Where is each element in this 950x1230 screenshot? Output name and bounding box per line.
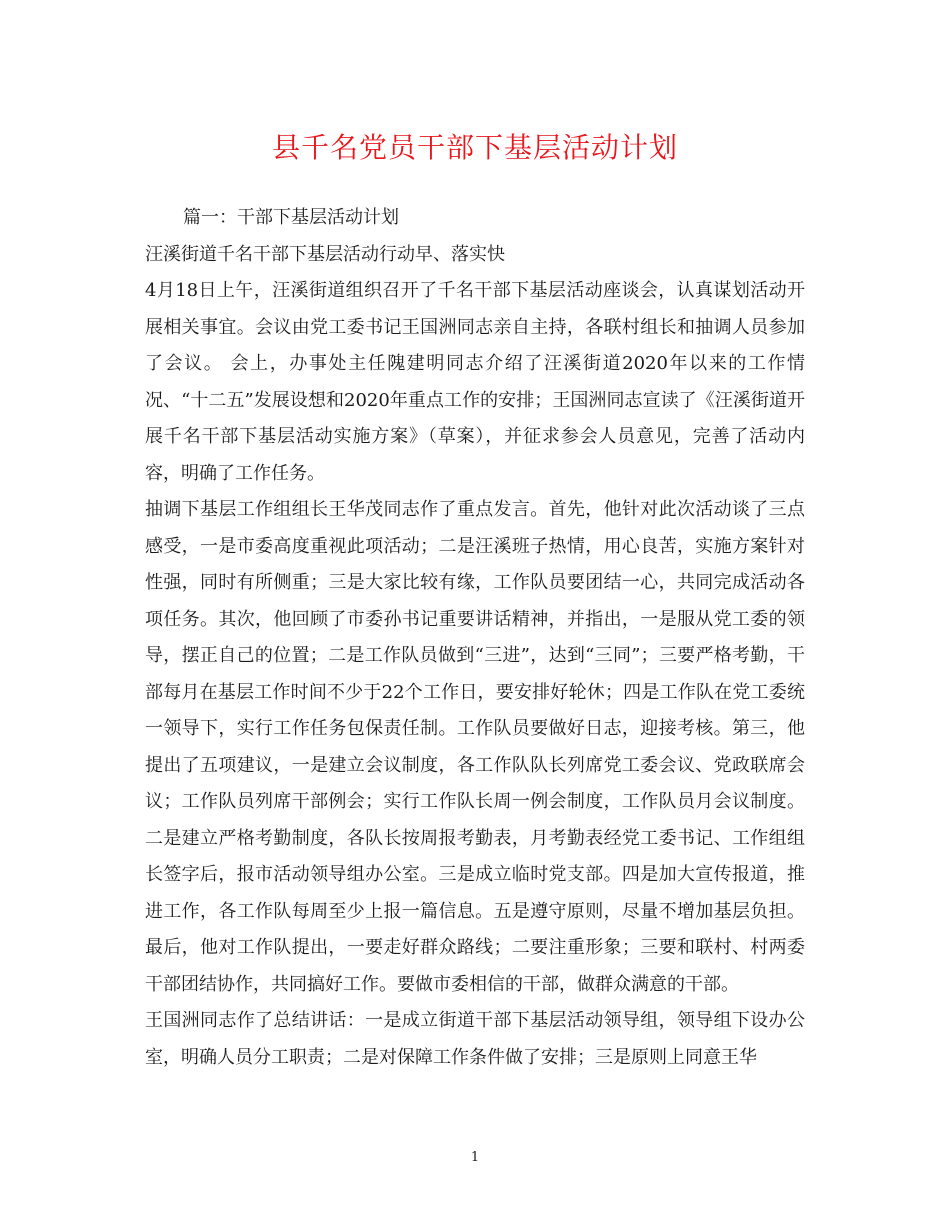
section-heading: 篇一：干部下基层活动计划 — [183, 207, 399, 228]
body-paragraph-1: 4月18日上午，汪溪街道组织召开了千名干部下基层活动座谈会，认真谋划活动开展相关事宜。会议由党工委书记王国洲同志亲自主持，各联村组长和抽调人员参加了会议。 会上，办事处主任隗建明同志介绍了汪溪街道2020年以来的工作情况、“十二五”发展设想和2020年重点工作的安排；王国洲同志宣读了《汪溪街道开展千名干部下基层活动实施方案》（草案），并征求参会人员意见，完善了活动内容，明确了工作任务。 — [145, 280, 805, 484]
document-body — [145, 200, 805, 1076]
article-headline: 汪溪街道千名干部下基层活动行动早、落实快 — [145, 243, 505, 265]
body-paragraph-2: 抽调下基层工作组组长王华茂同志作了重点发言。首先，他针对此次活动谈了三点感受，一是市委高度重视此项活动；二是汪溪班子热情，用心良苦，实施方案针对性强，同时有所侧重；三是大家比较有缘，工作队员要团结一心，共同完成活动各项任务。其次，他回顾了市委孙书记重要讲话精神，并指出，一是服从党工委的领导，摆正自己的位置；二是工作队员做到“三进”，达到“三同”；三要严格考勤，干部每月在基层工作时间不少于22个工作日，要安排好轮休；四是工作队在党工委统一领导下，实行工作任务包保责任制。工作队员要做好日志，迎接考核。第三，他提出了五项建议，一是建立会议制度，各工作队队长列席党工委会议、党政联席会议；工作队员列席干部例会；实行工作队长周一例会制度，工作队员月会议制度。二是建立严格考勤制度，各队长按周报考勤表，月考勤表经党工委书记、工作组组长签字后，报市活动领导组办公室。三是成立临时党支部。四是加大宣传报道，推进工作，各工作队每周至少上报一篇信息。五是遵守原则，尽量不增加基层负担。最后，他对工作队提出，一要走好群众路线；二要注重形象；三要和联村、村两委干部团结协作，共同搞好工作。要做市委相信的干部，做群众满意的干部。 — [145, 499, 805, 995]
body-paragraph-3: 王国洲同志作了总结讲话：一是成立街道干部下基层活动领导组，领导组下设办公室，明确人员分工职责；二是对保障工作条件做了安排；三是原则上同意王华 — [145, 1010, 805, 1068]
page-number: 1 — [470, 1150, 480, 1165]
document-title: 县千名党员干部下基层活动计划 — [271, 131, 678, 164]
